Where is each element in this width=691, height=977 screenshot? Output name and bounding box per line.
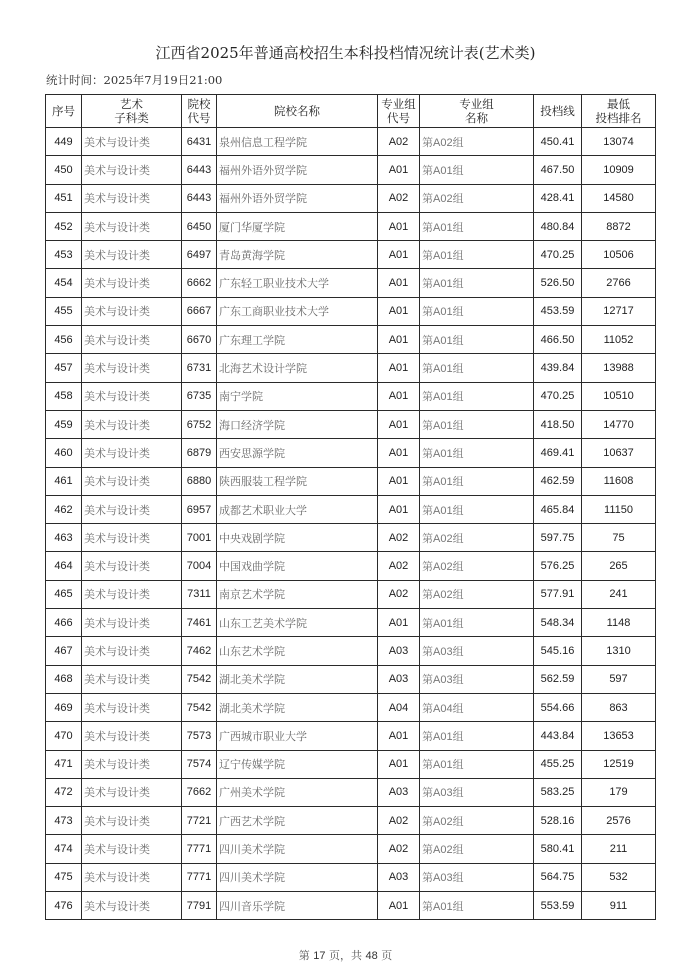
cell-rank: 10510 [582, 382, 656, 410]
cell-school-name: 中央戏剧学院 [217, 524, 378, 552]
cell-seq: 476 [46, 892, 82, 920]
cell-score: 443.84 [534, 722, 582, 750]
cell-school-code: 6662 [182, 269, 217, 297]
cell-rank: 179 [582, 778, 656, 806]
cell-school-code: 7573 [182, 722, 217, 750]
cell-group-name: 第A01组 [420, 297, 534, 325]
cell-group-name: 第A01组 [420, 722, 534, 750]
page-title: 江西省2025年普通高校招生本科投档情况统计表(艺术类) [155, 44, 536, 62]
cell-group-name: 第A03组 [420, 665, 534, 693]
cell-subject: 美术与设计类 [82, 269, 182, 297]
cell-seq: 449 [46, 128, 82, 156]
table-row [46, 552, 656, 580]
table-row [46, 892, 656, 920]
cell-seq: 465 [46, 580, 82, 608]
cell-rank: 14580 [582, 184, 656, 212]
cell-subject: 美术与设计类 [82, 637, 182, 665]
cell-school-code: 6880 [182, 467, 217, 495]
table-row [46, 693, 656, 721]
cell-score: 580.41 [534, 835, 582, 863]
cell-score: 462.59 [534, 467, 582, 495]
cell-score: 597.75 [534, 524, 582, 552]
cell-rank: 10506 [582, 241, 656, 269]
cell-school-name: 湖北美术学院 [217, 693, 378, 721]
cell-group-code: A01 [378, 156, 420, 184]
cell-score: 455.25 [534, 750, 582, 778]
table-row [46, 128, 656, 156]
table-header-row [46, 95, 656, 128]
cell-seq: 459 [46, 410, 82, 438]
cell-school-name: 四川美术学院 [217, 863, 378, 891]
cell-group-code: A01 [378, 439, 420, 467]
cell-rank: 863 [582, 693, 656, 721]
cell-subject: 美术与设计类 [82, 892, 182, 920]
cell-group-code: A02 [378, 835, 420, 863]
cell-group-code: A01 [378, 354, 420, 382]
cell-school-name: 山东艺术学院 [217, 637, 378, 665]
cell-rank: 911 [582, 892, 656, 920]
cell-school-name: 陕西服装工程学院 [217, 467, 378, 495]
header-school-name: 院校名称 [217, 95, 378, 128]
cell-school-code: 6731 [182, 354, 217, 382]
cell-school-name: 中国戏曲学院 [217, 552, 378, 580]
cell-subject: 美术与设计类 [82, 297, 182, 325]
cell-group-code: A03 [378, 665, 420, 693]
cell-subject: 美术与设计类 [82, 467, 182, 495]
cell-rank: 14770 [582, 410, 656, 438]
cell-rank: 265 [582, 552, 656, 580]
cell-score: 553.59 [534, 892, 582, 920]
table-row [46, 863, 656, 891]
cell-group-code: A01 [378, 467, 420, 495]
cell-group-code: A01 [378, 609, 420, 637]
cell-group-name: 第A01组 [420, 495, 534, 523]
cell-school-name: 广东理工学院 [217, 326, 378, 354]
cell-subject: 美术与设计类 [82, 184, 182, 212]
cell-score: 562.59 [534, 665, 582, 693]
cell-school-code: 6752 [182, 410, 217, 438]
cell-seq: 456 [46, 326, 82, 354]
cell-seq: 457 [46, 354, 82, 382]
header-group-code: 专业组 代号 [378, 95, 420, 128]
cell-subject: 美术与设计类 [82, 807, 182, 835]
cell-seq: 462 [46, 495, 82, 523]
cell-group-name: 第A03组 [420, 778, 534, 806]
cell-rank: 1310 [582, 637, 656, 665]
cell-rank: 10637 [582, 439, 656, 467]
cell-group-name: 第A02组 [420, 184, 534, 212]
cell-group-name: 第A01组 [420, 212, 534, 240]
cell-rank: 10909 [582, 156, 656, 184]
cell-group-name: 第A03组 [420, 637, 534, 665]
cell-school-name: 海口经济学院 [217, 410, 378, 438]
cell-school-name: 北海艺术设计学院 [217, 354, 378, 382]
cell-subject: 美术与设计类 [82, 410, 182, 438]
cell-score: 583.25 [534, 778, 582, 806]
cell-school-name: 广西城市职业大学 [217, 722, 378, 750]
cell-rank: 13988 [582, 354, 656, 382]
page-footer: 第 17 页，共 48 页 [298, 949, 393, 962]
cell-school-name: 湖北美术学院 [217, 665, 378, 693]
header-group-name: 专业组 名称 [420, 95, 534, 128]
cell-group-name: 第A01组 [420, 382, 534, 410]
cell-group-name: 第A02组 [420, 552, 534, 580]
cell-school-code: 6670 [182, 326, 217, 354]
cell-group-code: A03 [378, 637, 420, 665]
cell-group-name: 第A01组 [420, 326, 534, 354]
cell-rank: 211 [582, 835, 656, 863]
cell-school-code: 6957 [182, 495, 217, 523]
cell-score: 467.50 [534, 156, 582, 184]
cell-school-code: 7662 [182, 778, 217, 806]
cell-rank: 1148 [582, 609, 656, 637]
cell-school-name: 四川美术学院 [217, 835, 378, 863]
cell-school-code: 7462 [182, 637, 217, 665]
cell-group-code: A01 [378, 297, 420, 325]
table-row [46, 722, 656, 750]
cell-score: 548.34 [534, 609, 582, 637]
cell-school-code: 7771 [182, 835, 217, 863]
cell-group-name: 第A02组 [420, 807, 534, 835]
cell-seq: 454 [46, 269, 82, 297]
cell-subject: 美术与设计类 [82, 580, 182, 608]
cell-school-code: 6735 [182, 382, 217, 410]
cell-subject: 美术与设计类 [82, 863, 182, 891]
cell-rank: 12519 [582, 750, 656, 778]
cell-subject: 美术与设计类 [82, 552, 182, 580]
cell-subject: 美术与设计类 [82, 156, 182, 184]
table-row [46, 637, 656, 665]
stat-time [46, 72, 222, 88]
cell-rank: 11608 [582, 467, 656, 495]
cell-group-code: A03 [378, 863, 420, 891]
cell-school-name: 厦门华厦学院 [217, 212, 378, 240]
cell-seq: 466 [46, 609, 82, 637]
table-row [46, 382, 656, 410]
cell-group-code: A01 [378, 212, 420, 240]
cell-score: 528.16 [534, 807, 582, 835]
cell-group-code: A01 [378, 382, 420, 410]
cell-school-code: 7721 [182, 807, 217, 835]
cell-school-code: 6879 [182, 439, 217, 467]
cell-group-name: 第A01组 [420, 354, 534, 382]
cell-subject: 美术与设计类 [82, 778, 182, 806]
cell-school-name: 广州美术学院 [217, 778, 378, 806]
cell-score: 465.84 [534, 495, 582, 523]
cell-school-code: 7461 [182, 609, 217, 637]
cell-school-code: 6431 [182, 128, 217, 156]
cell-seq: 453 [46, 241, 82, 269]
table-row [46, 778, 656, 806]
cell-subject: 美术与设计类 [82, 128, 182, 156]
cell-rank: 532 [582, 863, 656, 891]
cell-group-name: 第A01组 [420, 410, 534, 438]
cell-seq: 452 [46, 212, 82, 240]
cell-group-code: A01 [378, 750, 420, 778]
cell-subject: 美术与设计类 [82, 693, 182, 721]
cell-rank: 13074 [582, 128, 656, 156]
cell-score: 576.25 [534, 552, 582, 580]
cell-subject: 美术与设计类 [82, 212, 182, 240]
header-score: 投档线 [534, 95, 582, 128]
cell-group-code: A01 [378, 722, 420, 750]
cell-school-name: 福州外语外贸学院 [217, 156, 378, 184]
cell-subject: 美术与设计类 [82, 495, 182, 523]
table-row [46, 524, 656, 552]
total-pages: 48 [365, 950, 378, 962]
cell-seq: 467 [46, 637, 82, 665]
cell-school-name: 广西艺术学院 [217, 807, 378, 835]
cell-rank: 2576 [582, 807, 656, 835]
table-row [46, 439, 656, 467]
cell-subject: 美术与设计类 [82, 835, 182, 863]
cell-score: 450.41 [534, 128, 582, 156]
cell-school-code: 6443 [182, 184, 217, 212]
table-row [46, 241, 656, 269]
cell-subject: 美术与设计类 [82, 750, 182, 778]
cell-score: 469.41 [534, 439, 582, 467]
cell-subject: 美术与设计类 [82, 609, 182, 637]
cell-school-code: 7001 [182, 524, 217, 552]
cell-score: 453.59 [534, 297, 582, 325]
cell-group-code: A02 [378, 807, 420, 835]
cell-rank: 11052 [582, 326, 656, 354]
cell-subject: 美术与设计类 [82, 665, 182, 693]
cell-subject: 美术与设计类 [82, 354, 182, 382]
table-row [46, 835, 656, 863]
table-row [46, 467, 656, 495]
stat-time-value: 2025年7月19日21:00 [103, 73, 223, 87]
cell-group-code: A02 [378, 580, 420, 608]
cell-score: 470.25 [534, 241, 582, 269]
cell-seq: 458 [46, 382, 82, 410]
cell-group-code: A02 [378, 184, 420, 212]
cell-seq: 472 [46, 778, 82, 806]
cell-subject: 美术与设计类 [82, 241, 182, 269]
cell-seq: 468 [46, 665, 82, 693]
cell-school-name: 四川音乐学院 [217, 892, 378, 920]
cell-subject: 美术与设计类 [82, 326, 182, 354]
cell-score: 577.91 [534, 580, 582, 608]
cell-group-name: 第A03组 [420, 863, 534, 891]
table-row [46, 609, 656, 637]
cell-subject: 美术与设计类 [82, 524, 182, 552]
cell-seq: 469 [46, 693, 82, 721]
cell-rank: 13653 [582, 722, 656, 750]
cell-group-name: 第A01组 [420, 241, 534, 269]
cell-score: 554.66 [534, 693, 582, 721]
cell-group-code: A01 [378, 495, 420, 523]
cell-rank: 597 [582, 665, 656, 693]
cell-school-code: 6667 [182, 297, 217, 325]
cell-school-name: 广东轻工职业技术大学 [217, 269, 378, 297]
cell-group-code: A01 [378, 410, 420, 438]
table-row [46, 495, 656, 523]
table-row [46, 184, 656, 212]
cell-school-name: 南宁学院 [217, 382, 378, 410]
cell-seq: 464 [46, 552, 82, 580]
table-row [46, 269, 656, 297]
cell-school-name: 南京艺术学院 [217, 580, 378, 608]
cell-score: 439.84 [534, 354, 582, 382]
cell-group-code: A01 [378, 241, 420, 269]
cell-seq: 471 [46, 750, 82, 778]
cell-rank: 241 [582, 580, 656, 608]
cell-rank: 2766 [582, 269, 656, 297]
cell-subject: 美术与设计类 [82, 382, 182, 410]
header-school-code: 院校 代号 [182, 95, 217, 128]
cell-seq: 470 [46, 722, 82, 750]
cell-group-name: 第A01组 [420, 750, 534, 778]
header-subject: 艺术 子科类 [82, 95, 182, 128]
cell-score: 545.16 [534, 637, 582, 665]
cell-school-name: 青岛黄海学院 [217, 241, 378, 269]
cell-group-name: 第A01组 [420, 892, 534, 920]
cell-score: 526.50 [534, 269, 582, 297]
cell-score: 466.50 [534, 326, 582, 354]
cell-seq: 451 [46, 184, 82, 212]
table-row [46, 156, 656, 184]
cell-school-code: 7004 [182, 552, 217, 580]
cell-seq: 455 [46, 297, 82, 325]
cell-group-name: 第A02组 [420, 580, 534, 608]
cell-rank: 11150 [582, 495, 656, 523]
cell-school-code: 7542 [182, 693, 217, 721]
cell-subject: 美术与设计类 [82, 722, 182, 750]
cell-group-name: 第A01组 [420, 156, 534, 184]
cell-seq: 474 [46, 835, 82, 863]
table-row [46, 665, 656, 693]
cell-rank: 8872 [582, 212, 656, 240]
table-row [46, 580, 656, 608]
cell-group-code: A02 [378, 524, 420, 552]
cell-school-code: 7771 [182, 863, 217, 891]
cell-rank: 12717 [582, 297, 656, 325]
cell-school-name: 西安思源学院 [217, 439, 378, 467]
cell-group-name: 第A02组 [420, 835, 534, 863]
stat-time-label: 统计时间： [46, 73, 104, 87]
cell-school-code: 6450 [182, 212, 217, 240]
cell-score: 480.84 [534, 212, 582, 240]
table-row [46, 297, 656, 325]
cell-group-name: 第A01组 [420, 609, 534, 637]
cell-seq: 461 [46, 467, 82, 495]
cell-group-name: 第A01组 [420, 439, 534, 467]
cell-school-code: 7542 [182, 665, 217, 693]
header-rank: 最低 投档排名 [582, 95, 656, 128]
cell-school-code: 6497 [182, 241, 217, 269]
cell-school-name: 广东工商职业技术大学 [217, 297, 378, 325]
cell-group-code: A04 [378, 693, 420, 721]
cell-school-code: 7791 [182, 892, 217, 920]
cell-rank: 75 [582, 524, 656, 552]
table-row [46, 212, 656, 240]
cell-school-code: 7574 [182, 750, 217, 778]
table-row [46, 326, 656, 354]
cell-seq: 473 [46, 807, 82, 835]
cell-seq: 475 [46, 863, 82, 891]
cell-school-code: 7311 [182, 580, 217, 608]
cell-group-name: 第A02组 [420, 524, 534, 552]
cell-school-name: 辽宁传媒学院 [217, 750, 378, 778]
cell-subject: 美术与设计类 [82, 439, 182, 467]
cell-school-name: 泉州信息工程学院 [217, 128, 378, 156]
cell-seq: 463 [46, 524, 82, 552]
cell-score: 564.75 [534, 863, 582, 891]
cell-group-name: 第A01组 [420, 269, 534, 297]
header-seq: 序号 [46, 95, 82, 128]
cell-seq: 460 [46, 439, 82, 467]
cell-group-code: A01 [378, 269, 420, 297]
cell-score: 418.50 [534, 410, 582, 438]
cell-group-code: A03 [378, 778, 420, 806]
current-page: 17 [313, 950, 326, 962]
cell-score: 428.41 [534, 184, 582, 212]
table-row [46, 410, 656, 438]
cell-group-name: 第A01组 [420, 467, 534, 495]
cell-group-code: A02 [378, 128, 420, 156]
cell-group-code: A01 [378, 892, 420, 920]
table-row [46, 354, 656, 382]
admission-table [45, 94, 656, 920]
cell-school-name: 成都艺术职业大学 [217, 495, 378, 523]
cell-school-code: 6443 [182, 156, 217, 184]
table-row [46, 750, 656, 778]
table-row [46, 807, 656, 835]
cell-school-name: 福州外语外贸学院 [217, 184, 378, 212]
cell-seq: 450 [46, 156, 82, 184]
cell-group-name: 第A04组 [420, 693, 534, 721]
cell-school-name: 山东工艺美术学院 [217, 609, 378, 637]
cell-group-name: 第A02组 [420, 128, 534, 156]
cell-group-code: A02 [378, 552, 420, 580]
cell-score: 470.25 [534, 382, 582, 410]
cell-group-code: A01 [378, 326, 420, 354]
